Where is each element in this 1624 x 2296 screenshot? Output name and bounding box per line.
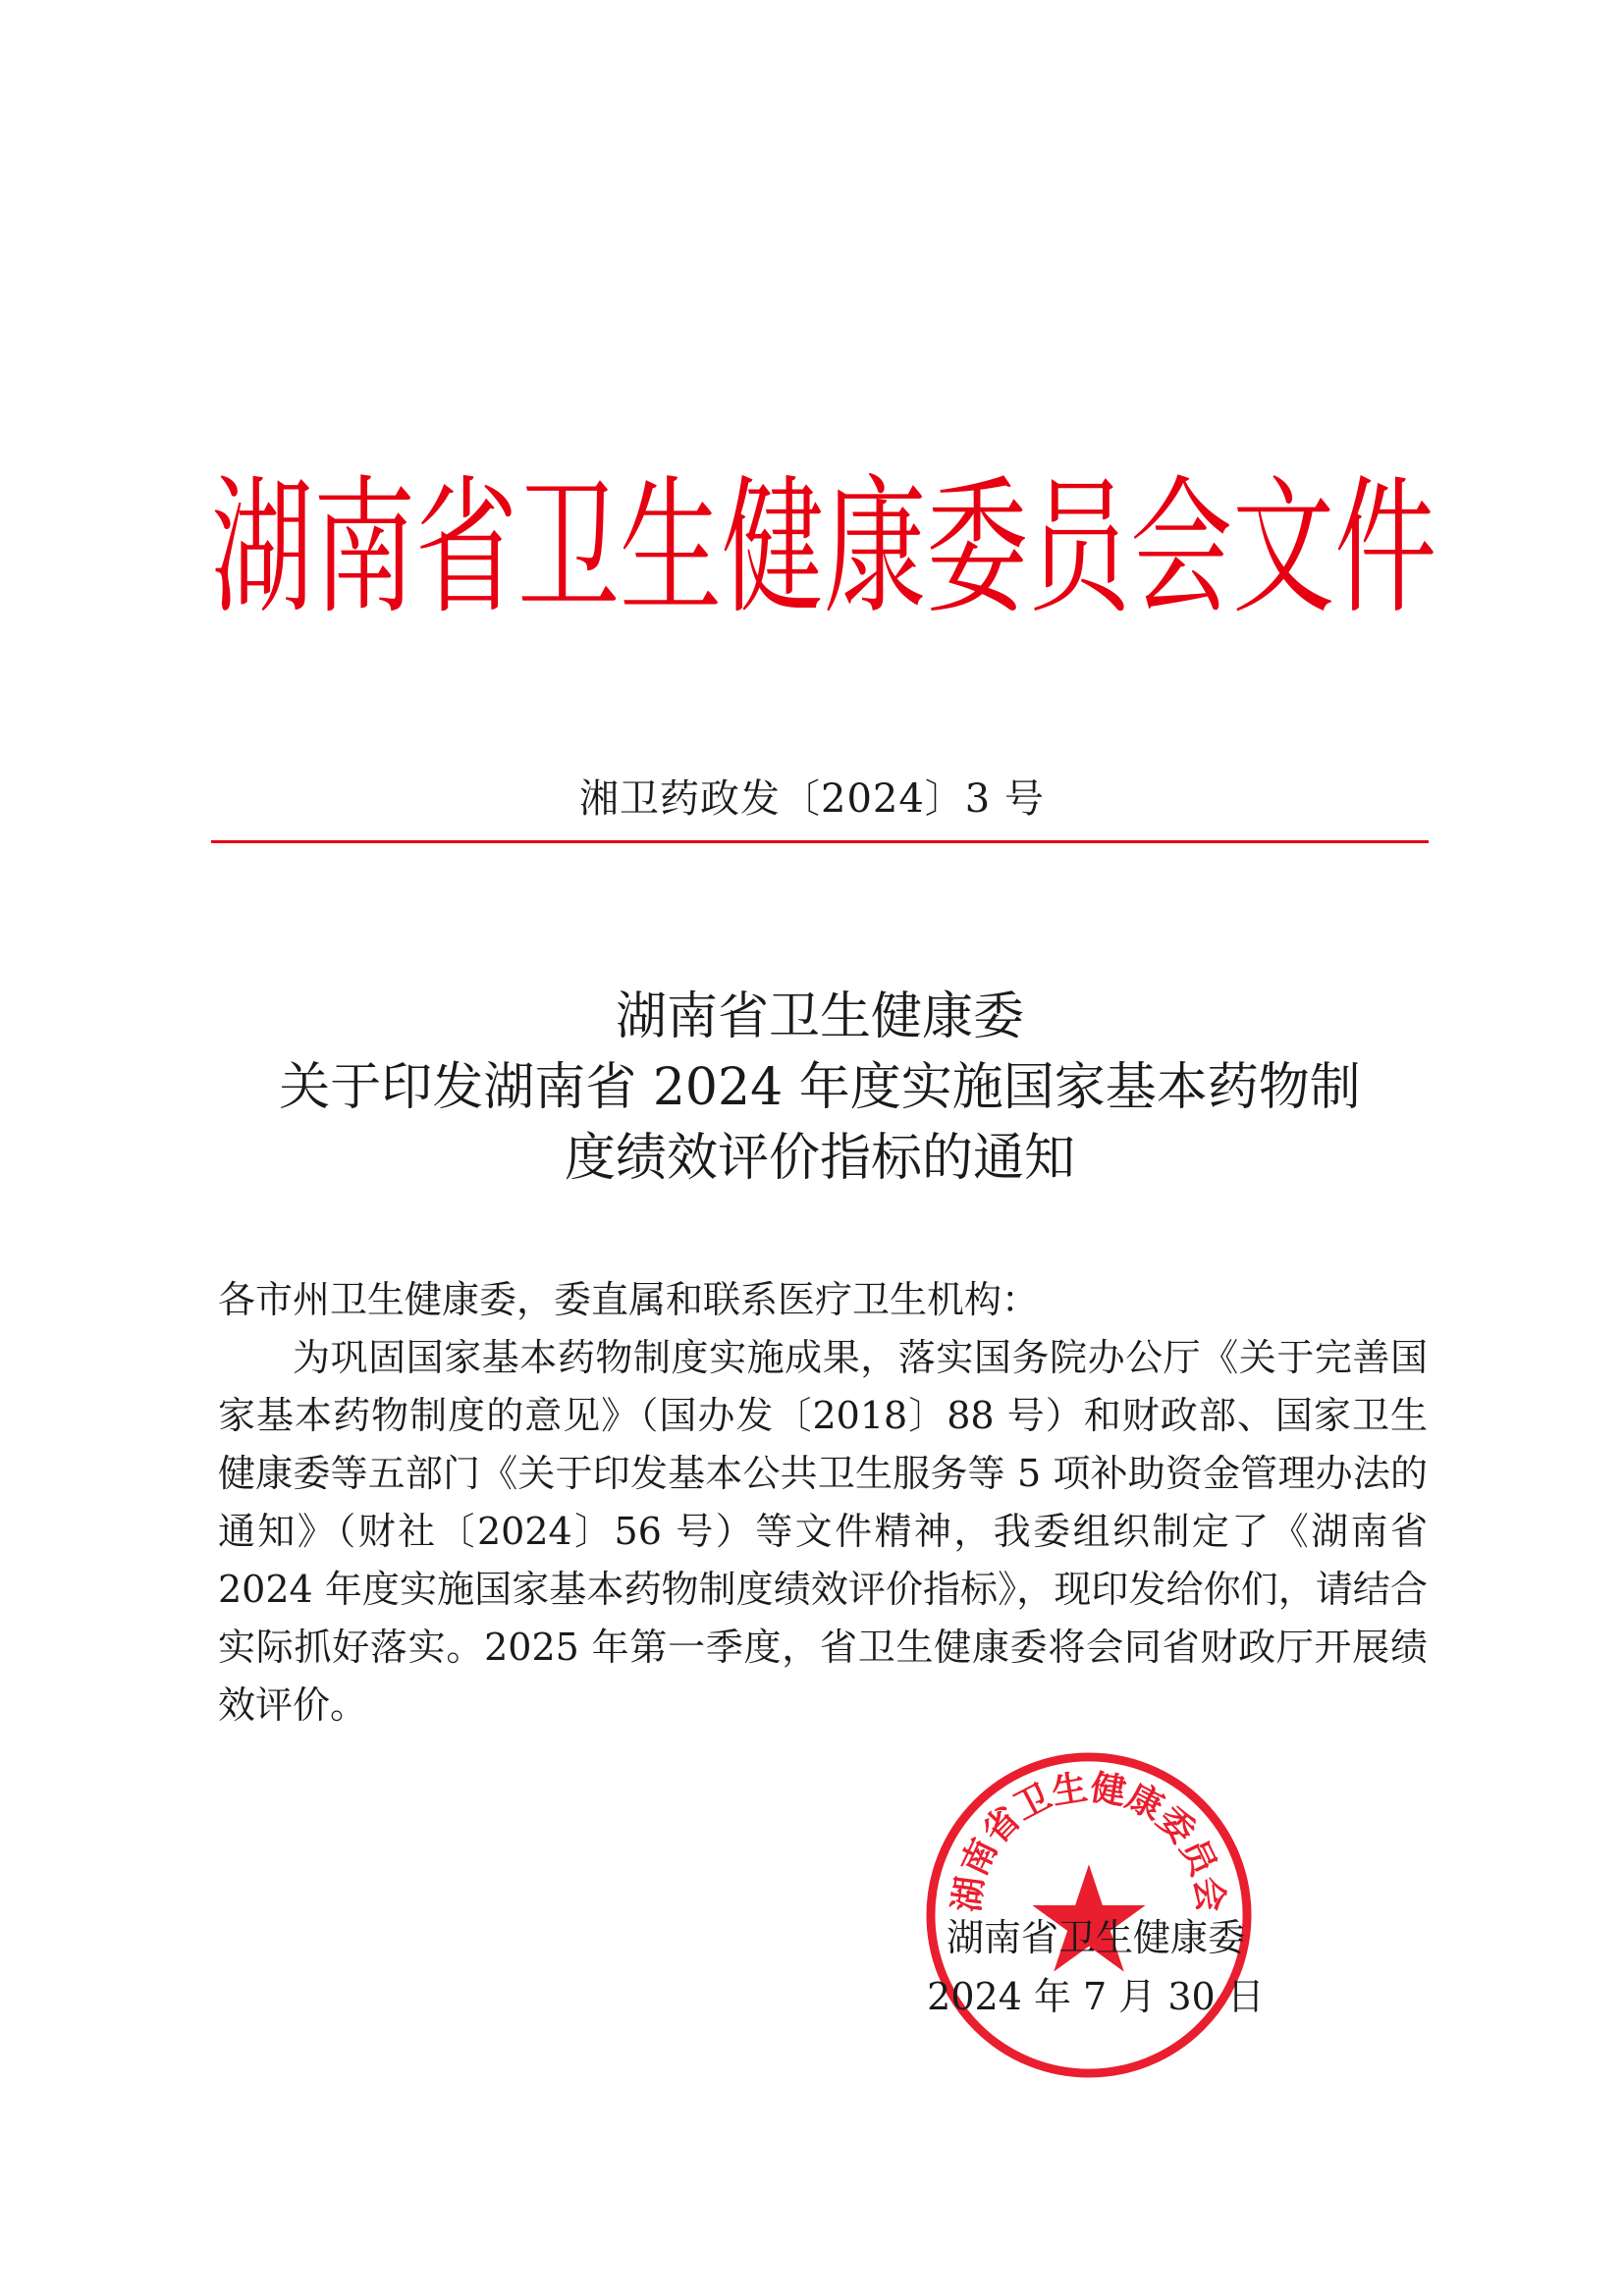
header-char: 会 (1130, 460, 1233, 635)
seal-text: 湖南省卫生健康委员会 (947, 1767, 1231, 1915)
title-line: 湖南省卫生健康委 (615, 988, 1024, 1046)
red-header-title (211, 459, 1437, 636)
header-char: 件 (1334, 460, 1437, 635)
document-number: 湘卫药政发〔2024〕3 号 (579, 776, 1045, 822)
header-char: 生 (620, 460, 723, 635)
header-char: 委 (926, 460, 1029, 635)
title-line: 关于印发湖南省 2024 年度实施国家基本药物制 (279, 1058, 1361, 1117)
signature-date: 2024 年 7 月 30 日 (927, 1975, 1265, 2018)
header-char: 南 (313, 460, 416, 635)
body-paragraph: 为巩固国家基本药物制度实施成果，落实国务院办公厅《关于完善国家基本药物制度的意见》（国办发〔2018〕88 号）和财政部、国家卫生健康委等五部门《关于印发基本公共卫生服务等 5 项补助资金管理办法的通知》（财社〔2024〕56 号）等文件精神，我委组织制定了《湖南省 2024 年度实施国家基本药物制度绩效评价指标》，现印发给你们，请结合实际抓好落实。2025 年第一季度，省卫生健康委将会同省财政厅开展绩效评价。 (218, 1336, 1428, 1727)
header-char: 文 (1232, 460, 1335, 635)
signature-org: 湖南省卫生健康委 (946, 1916, 1245, 1959)
header-char: 健 (722, 460, 825, 635)
signature-block (919, 1908, 1272, 2026)
header-char: 卫 (517, 460, 621, 635)
addressee-line: 各市州卫生健康委，委直属和联系医疗卫生机构： (218, 1278, 1040, 1321)
header-char: 湖 (211, 460, 314, 635)
document-title (211, 982, 1429, 1194)
header-char: 省 (415, 460, 518, 635)
header-char: 康 (824, 460, 927, 635)
header-char: 员 (1028, 460, 1131, 635)
red-divider-line (211, 840, 1429, 843)
title-line: 度绩效评价指标的通知 (564, 1129, 1075, 1188)
document-body (218, 1271, 1428, 1735)
